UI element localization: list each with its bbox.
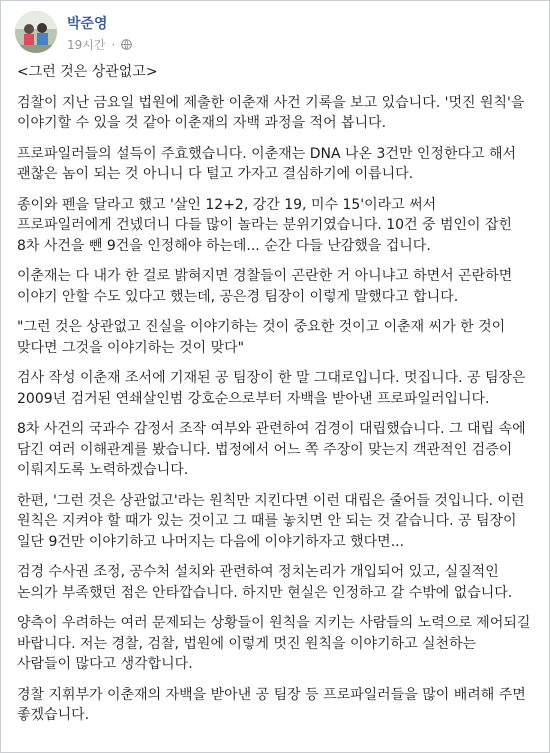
- post-paragraph: 경찰 지휘부가 이춘재의 자백을 받아낸 공 팀장 등 프로파일러들을 많이 배려해 주면 좋겠습니다.: [17, 686, 526, 723]
- post-paragraph: 검찰이 지난 금요일 법원에 제출한 이춘재 사건 기록을 보고 있습니다. '멋진 원칙'을 이야기할 수 있을 것 같아 이춘재의 자백 과정을 적어 봅니다.: [17, 94, 525, 131]
- post-time[interactable]: 19시간: [67, 38, 106, 52]
- post-paragraph: 프로파일러들의 설득이 주효했습니다. 이춘재는 DNA 나온 3건만 인정한다고 해서 괜찮은 놈이 되는 것 아니니 다 털고 가자고 결심하기에 이릅니다.: [17, 145, 517, 182]
- globe-icon[interactable]: [121, 39, 132, 50]
- post-paragraph: 검사 작성 이춘재 조서에 기재된 공 팀장이 한 말 그대로입니다. 멋집니다. 공 팀장은 2009년 검거된 연쇄살인범 강호순으로부터 자백을 받아낸 프로파일러입니다.: [17, 370, 526, 407]
- post-paragraph: "그런 것은 상관없고 진실을 이야기하는 것이 중요한 것이고 이춘재 씨가 한 것이 맞다면 그것을 이야기하는 것이 맞다": [17, 319, 506, 356]
- post-paragraph: 종이와 펜을 달라고 했고 '살인 12+2, 강간 19, 미수 15'이라고 써서 프로파일러에게 건넸더니 다들 많이 놀라는 분위기였습니다. 10건 중 범인이 잡힌 8차 사건을 뺀 9건을 인정해야 하는데... 순간 다들 난감했을 겁니다.: [17, 196, 513, 254]
- avatar[interactable]: [15, 11, 57, 53]
- post-paragraph: 검경 수사권 조정, 공수처 설치와 관련하여 정치논리가 개입되어 있고, 실질적인 논의가 부족했던 점은 안타깝습니다. 하지만 현실은 인정하고 갈 수밖에 없습니다.: [17, 564, 513, 601]
- author-name[interactable]: 박준영: [67, 16, 108, 32]
- separator-dot: ·: [111, 37, 116, 52]
- post-paragraph: 양측이 우려하는 여러 문제되는 상황들이 원칙을 지키는 사람들의 노력으로 제어되길 바랍니다. 저는 경찰, 검찰, 법원에 이렇게 멋진 원칙을 이야기하고 실천하는 사람들이 많다고 생각합니다.: [17, 615, 531, 672]
- post-body: [17, 62, 533, 736]
- post-paragraph: 이춘재는 다 내가 한 걸로 밝혀지면 경찰들이 곤란한 거 아니냐고 하면서 곤란하면 이야기 안할 수도 있다고 했는데, 공은경 팀장이 이렇게 말했다고 합니다.: [17, 268, 513, 305]
- post-paragraph: <그런 것은 상관없고>: [17, 64, 158, 80]
- post-meta: [67, 36, 132, 53]
- post-header: [15, 11, 535, 55]
- post-paragraph: 8차 사건의 국과수 감정서 조작 여부와 관련하여 검경이 대립했습니다. 그 대립 속에 담긴 여러 이해관계를 봤습니다. 법정에서 어느 쪽 주장이 맞는지 객관적인 검증이 이뤄지도록 노력하겠습니다.: [17, 421, 526, 478]
- post-paragraph: 한편, '그런 것은 상관없고'라는 원칙만 지킨다면 이런 대립은 줄어들 것입니다. 이런 원칙은 지켜야 할 때가 있는 것이고 그 때를 놓치면 안 되는 것 같습니다. 공 팀장이 일단 9건만 이야기하고 나머지는 다음에 이야기하자고 했다면...: [17, 492, 525, 550]
